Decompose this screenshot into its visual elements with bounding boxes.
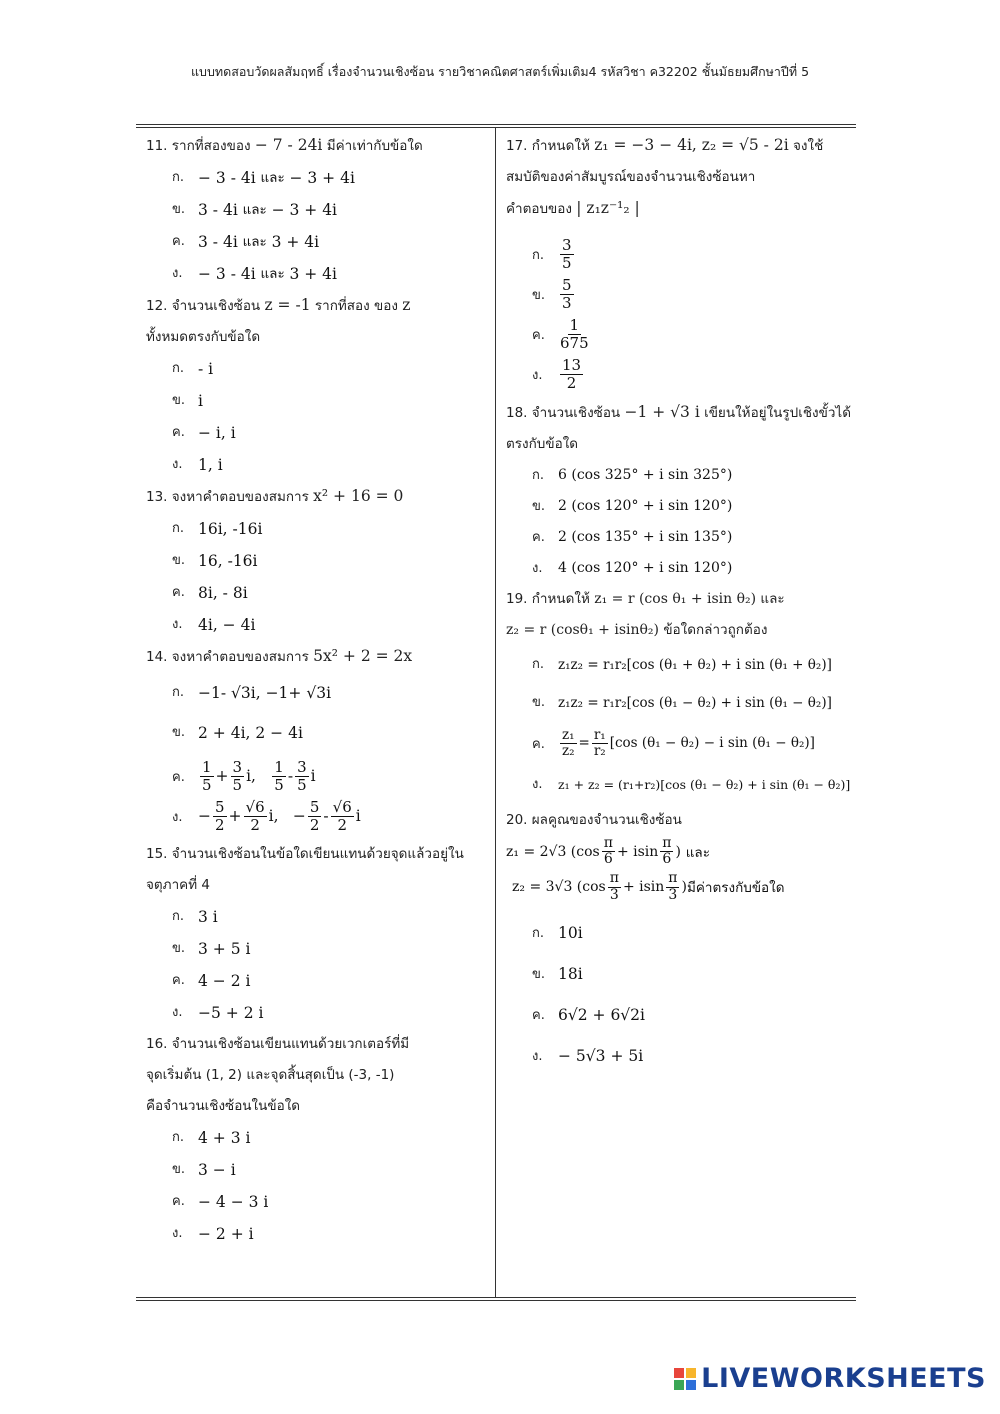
q13-option-a[interactable]: ก. 16i, -16i	[172, 520, 263, 538]
q11-option-a[interactable]: ก. − 3 - 4i และ − 3 + 4i	[172, 169, 355, 187]
q19-option-b[interactable]: ข. z₁z₂ = r₁r₂[cos (θ₁ − θ₂) + i sin (θ₁ − θ₂)]	[532, 695, 832, 711]
question-13: 13. จงหาคำตอบของสมการ x² + 16 = 0 ก. 16i, -16i ข. 16, -16i ค. 8i, - 8i ง. 4i, − 4i	[146, 481, 491, 641]
question-17: 17. กำหนดให้ z₁ = −3 − 4i, z₂ = √5 - 2i จงใช้ สมบัติของค่าสัมบูรณ์ของจำนวนเชิงซ้อนหา คำตอบของ | z₁z⁻¹₂ | ก. $\frac{3}{5}$ ข. $\frac{5}{3}$ ค. $\frac{1}{675}$ ง. $\frac{13}{2}$	[506, 130, 851, 391]
question-14: 14. จงหาคำตอบของสมการ 5x² + 2 = 2x ก. −1- √3i, −1+ √3i ข. 2 + 4i, 2 − 4i ค. $\frac{1}{5}$ + $\frac{3}{5}$ i, $\frac{1}{5}$ - $\frac{3}{5}$ i ง. − $\frac{5}{2}$ + $\frac{√6}{2}$ i, − $\frac{5}{2}$ - $\frac{√6}{2}$ i	[146, 641, 491, 833]
q17-option-c[interactable]: ค. $\frac{1}{675}$	[532, 316, 589, 352]
column-divider	[495, 127, 496, 1298]
q14-option-c[interactable]: ค. $\frac{1}{5}$ + $\frac{3}{5}$ i, $\frac{1}{5}$ - $\frac{3}{5}$ i	[172, 758, 316, 794]
logo-square-yellow	[686, 1368, 696, 1378]
q20-option-a[interactable]: ก. 10i	[532, 924, 583, 943]
logo-squares-icon	[674, 1368, 696, 1390]
q12-option-d[interactable]: ง. 1, i	[172, 456, 223, 474]
bottom-rule-2	[136, 1300, 856, 1301]
q15-option-c[interactable]: ค. 4 − 2 i	[172, 972, 251, 990]
q20-option-b[interactable]: ข. 18i	[532, 965, 583, 984]
question-12: 12. จำนวนเชิงซ้อน z = -1 รากที่สอง ของ z ทั้งหมดตรงกับข้อใด ก. - i ข. i ค. − i, i ง. 1, i	[146, 290, 491, 481]
top-rule-2	[136, 127, 856, 128]
question-18: 18. จำนวนเชิงซ้อน −1 + √3 i เขียนให้อยู่ในรูปเชิงขั้วได้ ตรงกับข้อใด ก. 6 (cos 325° + i sin 325°) ข. 2 (cos 120° + i sin 120°) ค. 2 (cos 135° + i sin 135°) ง. 4 (cos 120° + i sin 120°)	[506, 397, 851, 584]
q18-option-b[interactable]: ข. 2 (cos 120° + i sin 120°)	[532, 498, 733, 514]
q16-option-c[interactable]: ค. − 4 − 3 i	[172, 1193, 269, 1211]
q13-option-c[interactable]: ค. 8i, - 8i	[172, 584, 248, 602]
q13-option-b[interactable]: ข. 16, -16i	[172, 552, 258, 570]
q20-option-c[interactable]: ค. 6√2 + 6√2i	[532, 1006, 645, 1025]
q16-option-a[interactable]: ก. 4 + 3 i	[172, 1129, 251, 1147]
q11-stem: 11. รากที่สองของ	[146, 138, 251, 154]
q12-line2: ทั้งหมดตรงกับข้อใด	[146, 329, 261, 345]
q11-option-d[interactable]: ง. − 3 - 4i และ 3 + 4i	[172, 265, 338, 283]
q20-option-d[interactable]: ง. − 5√3 + 5i	[532, 1047, 644, 1066]
logo-square-green	[674, 1380, 684, 1390]
right-column	[506, 130, 851, 1077]
q14-option-b[interactable]: ข. 2 + 4i, 2 − 4i	[172, 724, 303, 742]
q12-option-a[interactable]: ก. - i	[172, 360, 214, 378]
q14-option-d[interactable]: ง. − $\frac{5}{2}$ + $\frac{√6}{2}$ i, − $\frac{5}{2}$ - $\frac{√6}{2}$ i	[172, 798, 361, 834]
q17-option-b[interactable]: ข. $\frac{5}{3}$	[532, 276, 572, 312]
q12-option-b[interactable]: ข. i	[172, 392, 203, 410]
q14-option-a[interactable]: ก. −1- √3i, −1+ √3i	[172, 684, 332, 702]
q16-option-b[interactable]: ข. 3 − i	[172, 1161, 236, 1179]
liveworksheets-logo[interactable]	[674, 1363, 986, 1394]
q11-tail: มีค่าเท่ากับข้อใด	[326, 138, 423, 154]
q12-option-c[interactable]: ค. − i, i	[172, 424, 236, 442]
page-header: แบบทดสอบวัดผลสัมฤทธิ์ เรื่องจำนวนเชิงซ้อน รายวิชาคณิตศาสตร์เพิ่มเติม4 รหัสวิชา ค32202 ชั้นมัธยมศึกษาปีที่ 5	[190, 64, 810, 79]
question-15: 15. จำนวนเชิงซ้อนในข้อใดเขียนแทนด้วยจุดแล้วอยู่ใน จตุภาคที่ 4 ก. 3 i ข. 3 + 5 i ค. 4 − 2 i ง. −5 + 2 i	[146, 839, 491, 1029]
q16-option-d[interactable]: ง. − 2 + i	[172, 1225, 254, 1243]
q11-option-b[interactable]: ข. 3 - 4i และ − 3 + 4i	[172, 201, 338, 219]
logo-square-blue	[686, 1380, 696, 1390]
q18-option-c[interactable]: ค. 2 (cos 135° + i sin 135°)	[532, 529, 733, 545]
q18-option-d[interactable]: ง. 4 (cos 120° + i sin 120°)	[532, 560, 733, 576]
question-16: 16. จำนวนเชิงซ้อนเขียนแทนด้วยเวกเตอร์ที่มี จุดเริ่มต้น (1, 2) และจุดสิ้นสุดเป็น (-3, -1) คือจำนวนเชิงซ้อนในข้อใด ก. 4 + 3 i ข. 3 − i ค. − 4 − 3 i ง. − 2 + i	[146, 1029, 491, 1250]
q15-option-a[interactable]: ก. 3 i	[172, 908, 218, 926]
q15-option-d[interactable]: ง. −5 + 2 i	[172, 1004, 264, 1022]
q17-option-d[interactable]: ง. $\frac{13}{2}$	[532, 356, 582, 392]
logo-square-red	[674, 1368, 684, 1378]
q19-option-a[interactable]: ก. z₁z₂ = r₁r₂[cos (θ₁ + θ₂) + i sin (θ₁ + θ₂)]	[532, 657, 832, 673]
bottom-rule-1	[136, 1297, 856, 1298]
q13-option-d[interactable]: ง. 4i, − 4i	[172, 616, 256, 634]
q11-expr: − 7 - 24i	[254, 136, 323, 154]
question-19: 19. กำหนดให้ z₁ = r (cos θ₁ + isin θ₂) และ z₂ = r (cosθ₁ + isinθ₂) ข้อใดกล่าวถูกต้อง ก. z₁z₂ = r₁r₂[cos (θ₁ + θ₂) + i sin (θ₁ + θ₂)] ข. z₁z₂ = r₁r₂[cos (θ₁ − θ₂) + i sin (θ₁ − θ₂)] ค. $\frac{\text{z₁}}{\text{z₂}}$ = $\frac{\text{r₁}}{\text{r₂}}$ [cos (θ₁ − θ₂) − i sin (θ₁ − θ₂)] ง. z₁ + z₂ = (r₁+r₂)[cos (θ₁ − θ₂) + i sin (θ₁ − θ₂)]	[506, 584, 851, 805]
q18-option-a[interactable]: ก. 6 (cos 325° + i sin 325°)	[532, 467, 733, 483]
q11-option-c[interactable]: ค. 3 - 4i และ 3 + 4i	[172, 233, 320, 251]
q20-z2: z₂ = 3√3 (cos $\frac{\pi}{3}$ + isin $\frac{\pi}{3}$ ) มีค่าตรงกับข้อใด	[512, 870, 785, 903]
top-rule-1	[136, 124, 856, 125]
q15-option-b[interactable]: ข. 3 + 5 i	[172, 940, 251, 958]
question-11	[146, 130, 491, 290]
q20-z1: z₁ = 2√3 (cos $\frac{\pi}{6}$ + isin $\frac{\pi}{6}$ ) และ	[506, 834, 710, 868]
q17-option-a[interactable]: ก. $\frac{3}{5}$	[532, 236, 572, 272]
q19-option-d[interactable]: ง. z₁ + z₂ = (r₁+r₂)[cos (θ₁ − θ₂) + i sin (θ₁ − θ₂)]	[532, 776, 851, 792]
left-column	[146, 130, 491, 1250]
question-20: 20. ผลคูณของจำนวนเชิงซ้อน z₁ = 2√3 (cos $\frac{\pi}{6}$ + isin $\frac{\pi}{6}$ ) และ z₂ = 3√3 (cos $\frac{\pi}{3}$ + isin $\frac{\pi}{3}$ ) มีค่าตรงกับข้อใด ก. 10i ข. 18i ค. 6√2 + 6√2i ง. − 5√3 + 5i	[506, 805, 851, 1078]
q19-option-c[interactable]: ค. $\frac{\text{z₁}}{\text{z₂}}$ = $\frac{\text{r₁}}{\text{r₂}}$ [cos (θ₁ − θ₂) − i sin (θ₁ − θ₂)]	[532, 727, 815, 759]
logo-text: LIVEWORKSHEETS	[701, 1363, 986, 1394]
